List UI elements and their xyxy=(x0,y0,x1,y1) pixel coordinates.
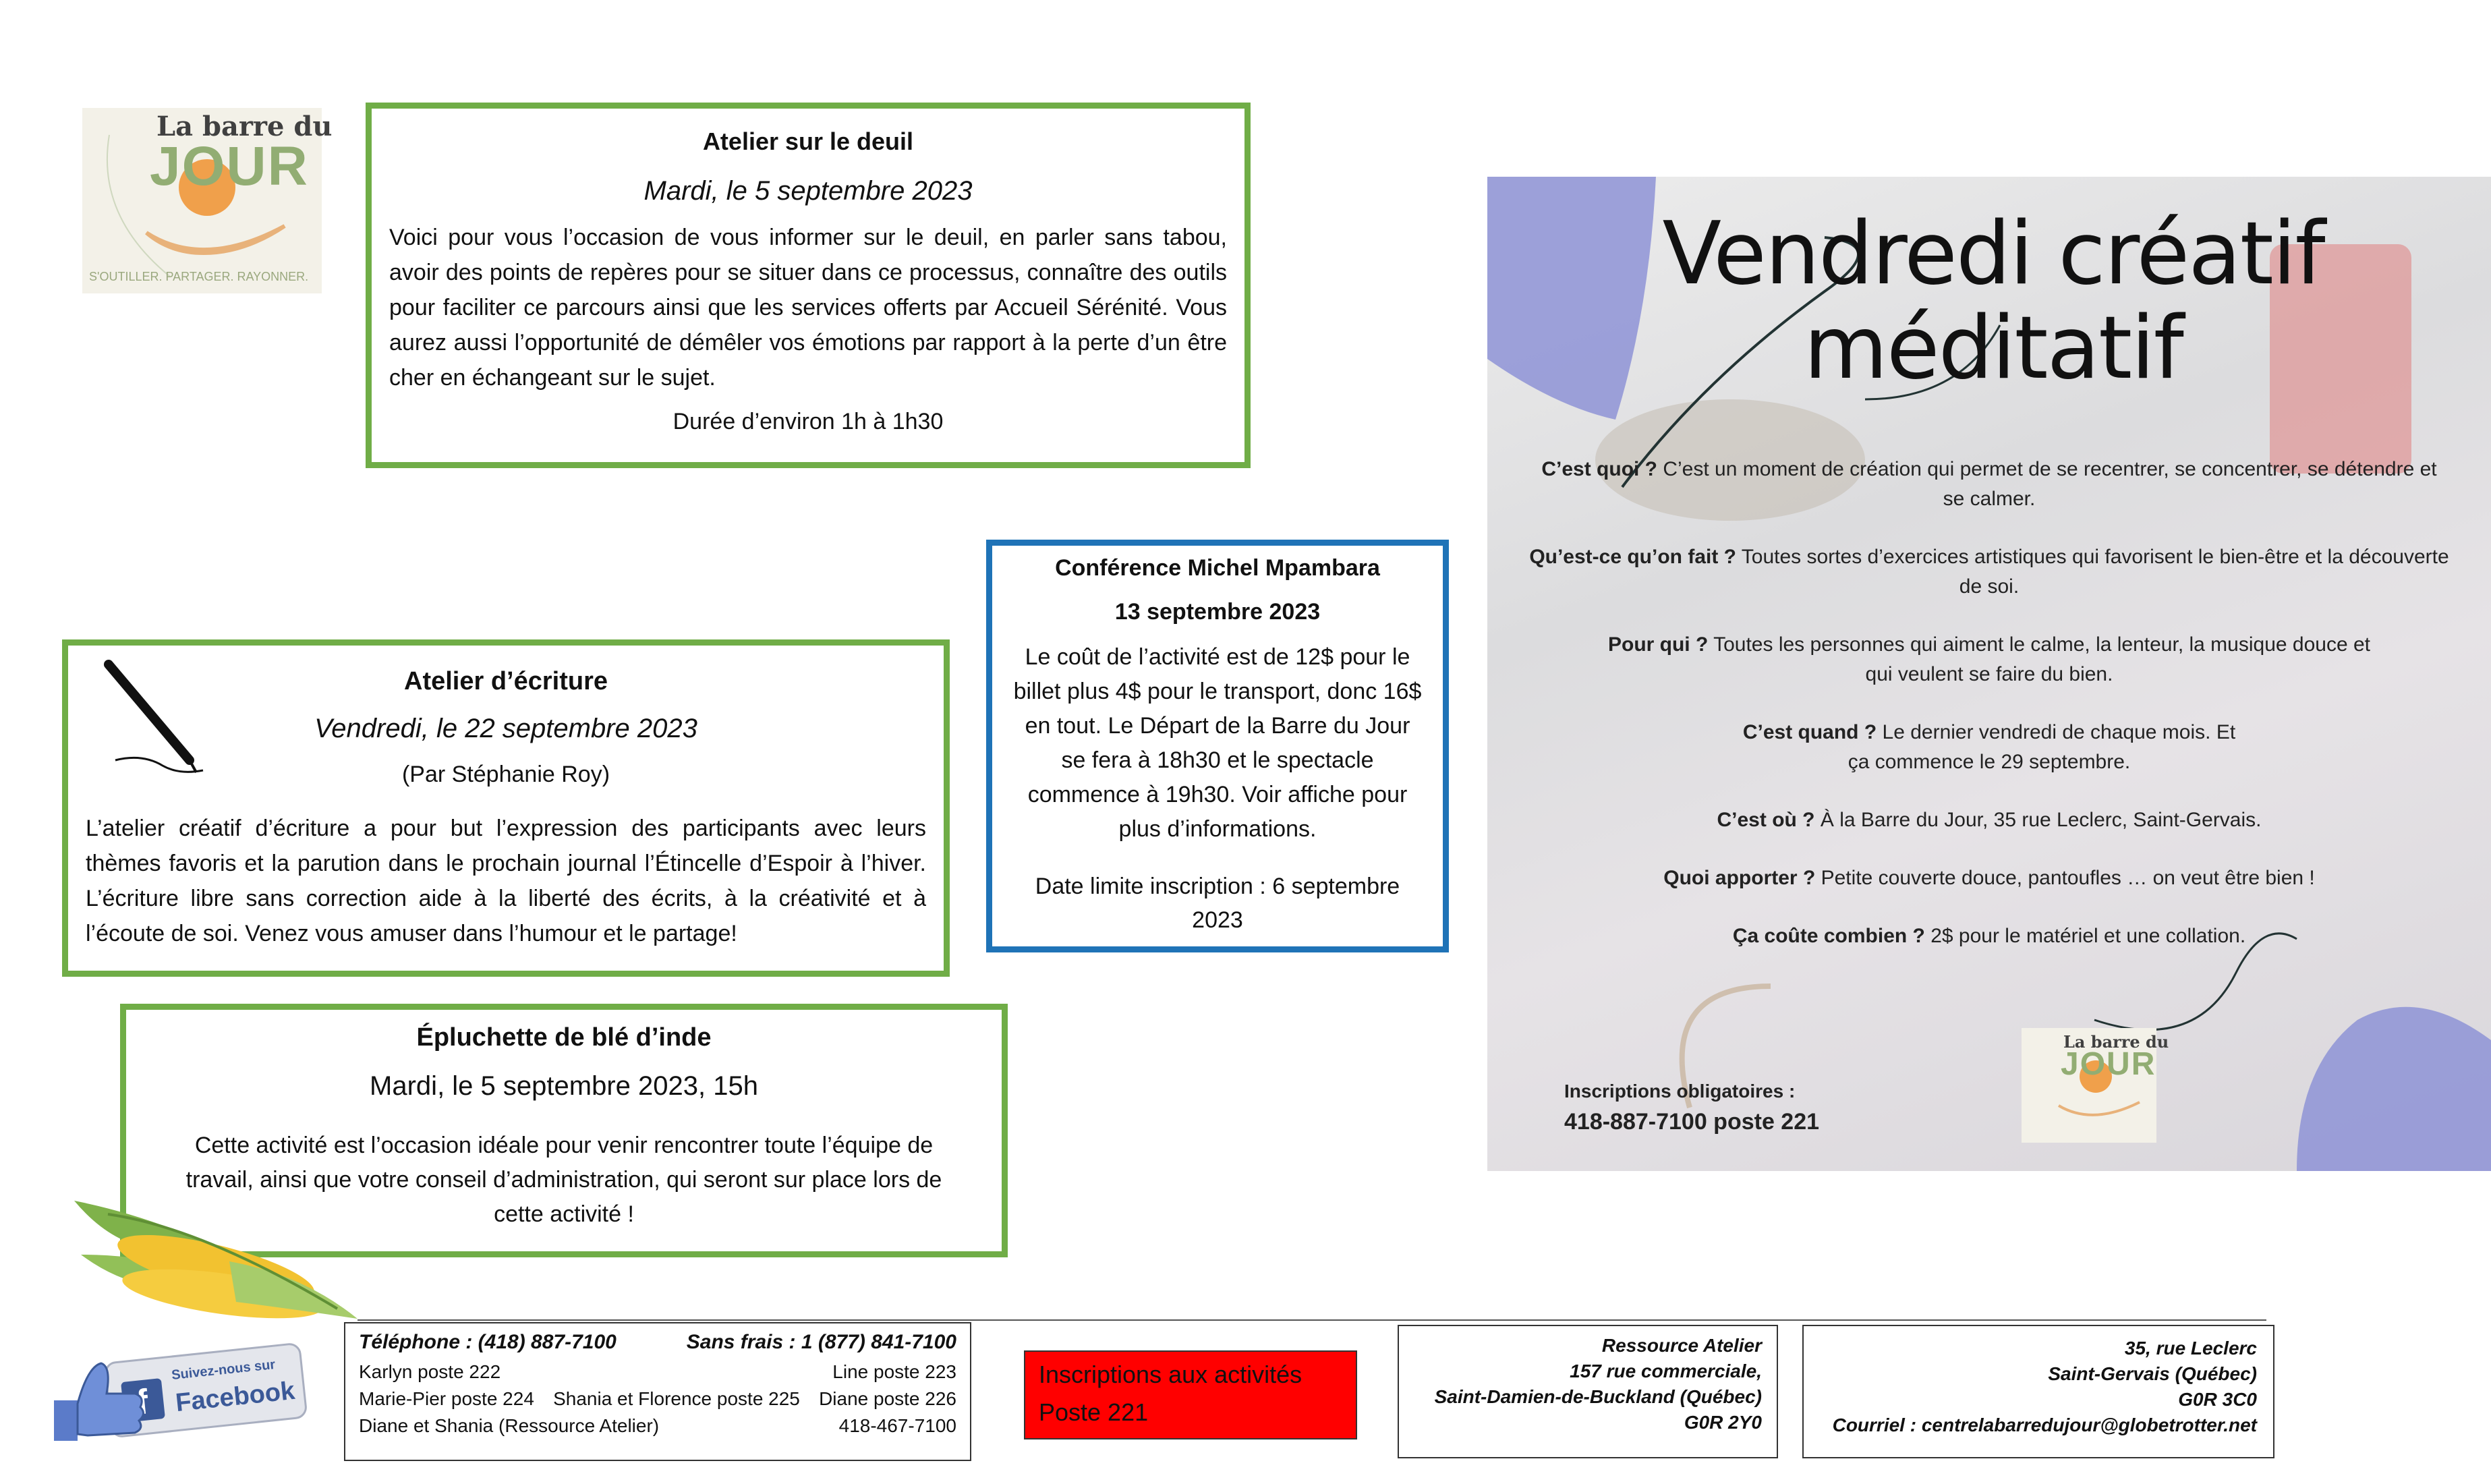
conference-body: Le coût de l’activité est de 12$ pour le billet plus 4$ pour le transport, donc 16$ en tout. Le Départ de la Barre du Jour se fera à 18h30 et le spectacle commence à 19h30. Voir affiche pour plus d’informations. xyxy=(1013,644,1422,842)
main-address-line1: 35, rue Leclerc xyxy=(2124,1338,2257,1359)
poster-logo-name-top: La barre du xyxy=(2063,1032,2169,1052)
corn-illustration xyxy=(67,1174,364,1329)
conference-deadline: Date limite inscription : 6 septembre 2023 xyxy=(1035,874,1400,933)
deuil-title: Atelier sur le deuil xyxy=(702,127,914,155)
main-address-box xyxy=(1802,1325,2274,1458)
poster-item: Pour qui ? Toutes les personnes qui aiment le calme, la lenteur, la musique douce et qui veulent se faire du bien. xyxy=(1607,633,2371,685)
poster-signup-label: Inscriptions obligatoires : xyxy=(1564,1081,1796,1102)
inscriptions-box xyxy=(1024,1350,1357,1439)
poster-logo-name-bottom: JOUR xyxy=(2061,1046,2156,1082)
atelier-address-line1: Ressource Atelier xyxy=(1601,1335,1762,1356)
facebook-line2: Facebook xyxy=(174,1376,297,1418)
epluchette-body: Cette activité est l’occasion idéale pour venir rencontrer toute l’équipe de travail, ainsi que votre conseil d’administration, qui seront sur place lors de cette activité ! xyxy=(185,1133,942,1227)
epluchette-date: Mardi, le 5 septembre 2023, 15h xyxy=(370,1071,758,1101)
atelier-address-line4: G0R 2Y0 xyxy=(1684,1412,1762,1433)
facebook-line1: Suivez-nous sur xyxy=(171,1357,277,1383)
contacts-row-3: Diane et Shania (Ressource Atelier) 418-467-7100 xyxy=(359,1415,956,1436)
conference-date: 13 septembre 2023 xyxy=(1114,599,1321,625)
poster-title-line1: Vendredi créatif xyxy=(1662,204,2324,304)
poster-title-line2: méditatif xyxy=(1804,298,2183,399)
logo-name-top: La barre du xyxy=(156,111,333,142)
ecriture-by: (Par Stéphanie Roy) xyxy=(401,762,610,787)
poster-item: Quoi apporter ? Petite couverte douce, pantoufles … on veut être bien ! xyxy=(1663,867,2315,889)
poster-signup-phone: 418-887-7100 poste 221 xyxy=(1564,1109,1820,1135)
epluchette-title: Épluchette de blé d’inde xyxy=(416,1023,712,1052)
deuil-box xyxy=(366,103,1251,468)
poster-item: C’est quand ? Le dernier vendredi de chaque mois. Et ça commence le 29 septembre. xyxy=(1742,721,2236,773)
logo xyxy=(82,108,333,293)
poster-item: C’est où ? À la Barre du Jour, 35 rue Leclerc, Saint-Gervais. xyxy=(1717,809,2262,831)
logo-name-bottom: JOUR xyxy=(150,136,309,197)
pen-icon xyxy=(95,659,217,787)
main-address-line3: G0R 3C0 xyxy=(2178,1389,2257,1410)
inscriptions-line1: Inscriptions aux activités xyxy=(1039,1361,1302,1388)
deuil-body: Voici pour vous l’occasion de vous informer sur le deuil, en parler sans tabou, avoir des points de repères pour se situer dans ce processus, connaître des outils pour faciliter ce parcours ainsi que les services offerts par Accueil Sérénité. Vous aurez aussi l’opportunité de démêler vos émotions par rapport à la perte d’un être cher en échangeant sur le sujet. xyxy=(389,225,1227,391)
ecriture-title: Atelier d’écriture xyxy=(404,667,608,695)
conference-box xyxy=(986,540,1449,952)
ecriture-body: L’atelier créatif d’écriture a pour but l’expression des participants avec leurs thèmes favoris et la parution dans le prochain journal l’Étincelle d’Espoir à l’hiver. L’écriture libre sans correction aide à la liberté des écrits, à la créativité et à l’écoute de soi. Venez vous amuser dans l’humour et le partage! xyxy=(86,816,926,946)
poster-item: Ça coûte combien ? 2$ pour le matériel et une collation. xyxy=(1732,925,2246,947)
contacts-phone: Téléphone : (418) 887-7100 xyxy=(359,1331,617,1353)
main-address-email[interactable]: Courriel : centrelabarredujour@globetrotter.net xyxy=(1832,1415,2257,1435)
contacts-box xyxy=(344,1322,971,1461)
conference-title: Conférence Michel Mpambara xyxy=(1055,555,1380,581)
contacts-tollfree: Sans frais : 1 (877) 841-7100 xyxy=(686,1331,956,1353)
inscriptions-line2: Poste 221 xyxy=(1039,1398,1149,1426)
ecriture-date: Vendredi, le 22 septembre 2023 xyxy=(314,714,697,743)
contacts-row-2: Marie-Pier poste 224 Shania et Florence poste 225 Diane poste 226 xyxy=(359,1388,956,1409)
poster xyxy=(1487,177,2491,1171)
ecriture-box xyxy=(62,639,950,977)
atelier-address-box xyxy=(1398,1325,1778,1458)
deuil-date: Mardi, le 5 septembre 2023 xyxy=(643,176,973,206)
contacts-header-row xyxy=(359,1329,956,1356)
atelier-address-line2: 157 rue commerciale, xyxy=(1570,1361,1762,1381)
poster-items xyxy=(1501,455,2478,979)
poster-item: Qu’est-ce qu’on fait ? Toutes sortes d’exercices artistiques qui favorisent le bien-être et la découverte de soi. xyxy=(1529,546,2449,598)
deuil-duration: Durée d’environ 1h à 1h30 xyxy=(672,409,944,434)
logo-tagline: S'OUTILLER. PARTAGER. RAYONNER. xyxy=(89,270,309,283)
facebook-badge[interactable] xyxy=(40,1340,310,1445)
atelier-address-line3: Saint-Damien-de-Buckland (Québec) xyxy=(1434,1386,1762,1407)
contacts-row-1: Karlyn poste 222 Line poste 223 xyxy=(359,1361,956,1382)
main-address-line2: Saint-Gervais (Québec) xyxy=(2048,1363,2257,1384)
poster-item: C’est quoi ? C’est un moment de création qui permet de se recentrer, se concentrer, se détendre et se calmer. xyxy=(1541,458,2437,510)
footer-separator xyxy=(357,1319,2266,1321)
poster-logo xyxy=(2022,1028,2169,1143)
